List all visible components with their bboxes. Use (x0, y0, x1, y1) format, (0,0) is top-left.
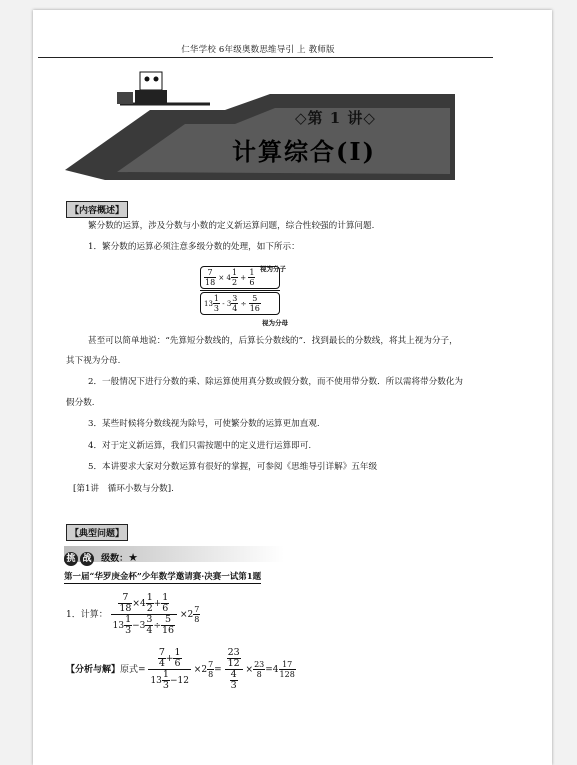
challenge-badge-2: 战 (80, 552, 94, 566)
point-4: 4．对于定义新运算，我们只需按题中的定义进行运算即可. (88, 441, 312, 451)
problem-1-label: 1．计算： (66, 610, 108, 620)
label-denominator: 视为分母 (262, 319, 288, 327)
lecture-number: ◇第 1 讲◇ (295, 109, 376, 127)
problem-1-expression: $\frac{7}{18}$ ×4 $\frac{1}{2}$ + $\frac{1}{6}$ 13 $\frac{1}{3}$ −3 $\frac{3}{4}$ ÷ $\frac{5}{16}$ (111, 593, 177, 636)
denominator-box: 13 $\frac{1}{3}$ - 3 $\frac{3}{4}$ ÷ $\frac{5}{16}$ (200, 292, 280, 315)
point-2-line1: 2．一般情况下进行分数的乘、除运算使用真分数或假分数，而不使用带分数．所以需将带分数化为 (88, 377, 464, 387)
solution-prefix: 原式= (120, 665, 146, 675)
challenge-level (64, 546, 284, 562)
contest-source: 第一届“华罗庚金杯”少年数学邀请赛·决赛一试第1题 (64, 572, 262, 582)
mascot-icon (117, 72, 167, 104)
level-label: 级数： (101, 554, 129, 564)
point-5: 5．本讲要求大家对分数运算有很好的掌握，可参阅《思维导引详解》五年级 (88, 462, 378, 472)
point-1: 1．繁分数的运算必须注意多级分数的处理，如下所示： (88, 242, 300, 252)
challenge-badge-1: 挑 (64, 552, 78, 566)
solution-label: 【分析与解】 (66, 665, 121, 675)
simple-rule-line2: 其下视为分母. (66, 356, 121, 366)
page-header: 仁华学校 6年级奥数思维导引 上 教师版 (181, 45, 335, 55)
solution-step-1: $\frac{7}{4}$ + $\frac{1}{6}$ 13 $\frac{1}{3}$ −12 (150, 647, 189, 691)
point-5-reference: [第1讲 循环小数与分数]. (73, 484, 174, 494)
point-3: 3．某些时候将分数线视为除号，可使繁分数的运算更加直观. (88, 419, 320, 429)
section-overview: 【内容概述】 (66, 201, 128, 218)
simple-rule-line1: 甚至可以简单地说：“先算短分数线的，后算长分数线的”．找到最长的分数线，将其上视为分子， (88, 336, 458, 346)
solution: 【分析与解】原式= $\frac{7}{4}$ + $\frac{1}{6}$ 13 $\frac{1}{3}$ −12 ×2 $\frac{7}{8}$ = $\frac{\frac{23}{12}}{\frac{4}{3}}$ × $\frac{23}{8}$ =4 $\frac{17}{128}$ (66, 647, 295, 691)
section-typical: 【典型问题】 (66, 524, 128, 541)
star-icon: ★ (128, 551, 138, 564)
header-rule (38, 57, 493, 58)
overview-intro: 繁分数的运算，涉及分数与小数的定义新运算问题，综合性较强的计算问题. (88, 221, 375, 231)
lecture-title: 计算综合(Ⅰ) (232, 137, 376, 166)
solution-step-2: $\frac{\frac{23}{12}}{\frac{4}{3}}$ (225, 648, 243, 691)
point-2-line2: 假分数. (66, 398, 95, 408)
numerator-box: $\frac{7}{18}$ × 4 $\frac{1}{2}$ + $\frac{1}{6}$ (200, 266, 280, 289)
label-numerator: 视为分子 (260, 265, 286, 273)
problem-1: 1．计算： $\frac{7}{18}$ ×4 $\frac{1}{2}$ + $\frac{1}{6}$ 13 $\frac{1}{3}$ −3 $\frac{3}{4}$ ÷ $\frac{5}{16}$ ×2 $\frac{7}{8}$ (66, 592, 200, 636)
